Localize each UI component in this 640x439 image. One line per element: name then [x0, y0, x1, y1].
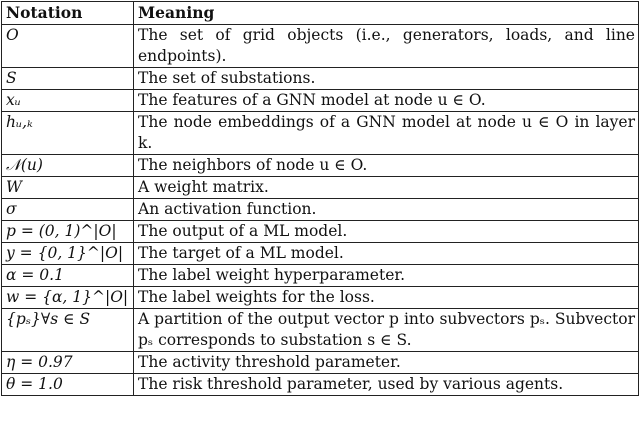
table-row	[2, 199, 639, 221]
meaning-cell: The target of a ML model.	[134, 243, 639, 265]
meaning-cell: The node embeddings of a GNN model at node u ∈ O in layer k.	[134, 112, 639, 155]
notation-cell: y = {0, 1}^|O|	[2, 243, 134, 265]
table-row	[2, 287, 639, 309]
notation-cell: θ = 1.0	[2, 374, 134, 396]
notation-cell: xᵤ	[2, 90, 134, 112]
table-row	[2, 177, 639, 199]
table-row	[2, 90, 639, 112]
table-row	[2, 221, 639, 243]
meaning-cell: The output of a ML model.	[134, 221, 639, 243]
header-row	[2, 2, 639, 25]
notation-cell: 𝒩(u)	[2, 155, 134, 177]
notation-table	[1, 1, 639, 396]
table-row	[2, 112, 639, 155]
notation-cell: α = 0.1	[2, 265, 134, 287]
meaning-cell: The set of substations.	[134, 68, 639, 90]
table-row	[2, 25, 639, 68]
notation-header: Notation	[2, 2, 134, 25]
table-row	[2, 155, 639, 177]
meaning-cell: The features of a GNN model at node u ∈ O.	[134, 90, 639, 112]
meaning-cell: A weight matrix.	[134, 177, 639, 199]
notation-cell: η = 0.97	[2, 352, 134, 374]
notation-cell: {pₛ}∀s ∈ S	[2, 309, 134, 352]
meaning-cell: The neighbors of node u ∈ O.	[134, 155, 639, 177]
meaning-cell: The label weight hyperparameter.	[134, 265, 639, 287]
table-row	[2, 352, 639, 374]
table-row	[2, 374, 639, 396]
table-row	[2, 309, 639, 352]
notation-cell: hᵤ,ₖ	[2, 112, 134, 155]
notation-cell: S	[2, 68, 134, 90]
table-row	[2, 265, 639, 287]
notation-cell: σ	[2, 199, 134, 221]
notation-cell: W	[2, 177, 134, 199]
notation-cell: O	[2, 25, 134, 68]
meaning-cell: The label weights for the loss.	[134, 287, 639, 309]
notation-cell: p = (0, 1)^|O|	[2, 221, 134, 243]
notation-cell: w = {α, 1}^|O|	[2, 287, 134, 309]
table-row	[2, 68, 639, 90]
meaning-cell: The risk threshold parameter, used by various agents.	[134, 374, 639, 396]
meaning-header: Meaning	[134, 2, 639, 25]
table-row	[2, 243, 639, 265]
meaning-cell: A partition of the output vector p into subvectors pₛ. Subvector pₛ corresponds to substation s ∈ S.	[134, 309, 639, 352]
meaning-cell: The set of grid objects (i.e., generators, loads, and line endpoints).	[134, 25, 639, 68]
meaning-cell: The activity threshold parameter.	[134, 352, 639, 374]
meaning-cell: An activation function.	[134, 199, 639, 221]
